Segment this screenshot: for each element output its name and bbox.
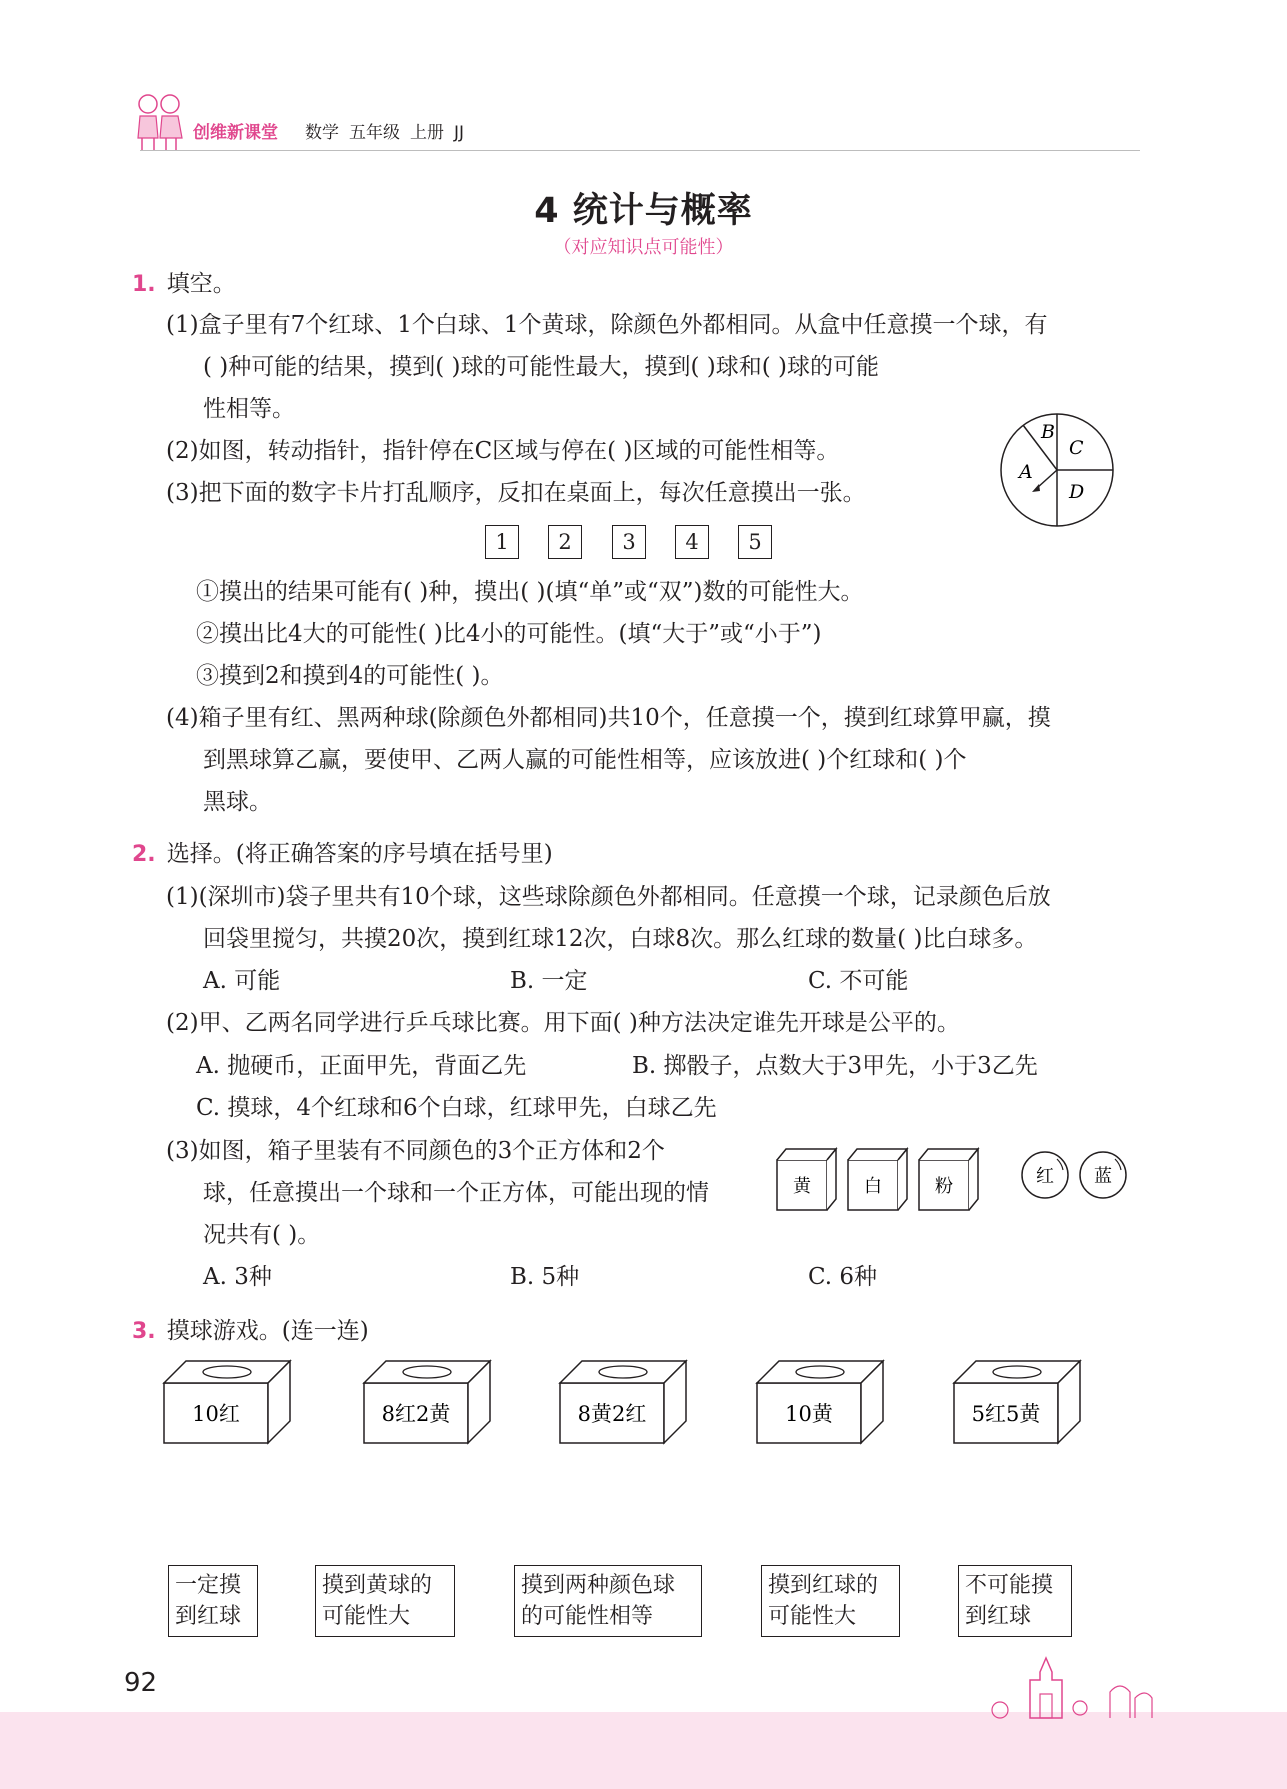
ball-label: 红 (1036, 1166, 1054, 1187)
q1-part1-line3: 性相等。 (203, 396, 295, 422)
box-label: 8红2黄 (381, 1402, 451, 1426)
cubes-and-balls-figure (772, 1140, 1132, 1220)
question-number: 3. (132, 1319, 156, 1344)
ball-box (164, 1361, 290, 1443)
q2-part3-line1: (3)如图，箱子里装有不同颜色的3个正方体和2个 (166, 1138, 665, 1164)
number-card: 4 (675, 525, 709, 559)
spinner-label-d: D (1069, 481, 1085, 503)
outcome-line: 的可能性相等 (521, 1604, 654, 1629)
outcome-line: 一定摸 (175, 1573, 242, 1598)
outcome-box (168, 1565, 258, 1637)
page-number: 92 (124, 1668, 158, 1698)
q2-part2-option-a: A. 抛硬币，正面甲先，背面乙先 (196, 1053, 527, 1079)
q1-part1-line1: (1)盒子里有7个红球、1个白球、1个黄球，除颜色外都相同。从盒中任意摸一个球，有 (166, 312, 1048, 338)
cube (919, 1149, 978, 1210)
box-label: 10红 (192, 1402, 240, 1426)
cube-label: 粉 (935, 1176, 953, 1197)
outcome-box (315, 1565, 455, 1637)
q2-part1-option-c: C. 不可能 (808, 968, 909, 994)
spinner-label-b: B (1041, 421, 1055, 443)
question-number: 1. (132, 272, 156, 297)
q2-part2-option-b: B. 掷骰子，点数大于3甲先，小于3乙先 (632, 1053, 1038, 1079)
cube (777, 1149, 836, 1210)
header-subject: 数学 (305, 123, 339, 143)
outcome-box (761, 1565, 900, 1637)
spinner-label-a: A (1019, 461, 1033, 483)
header-divider (140, 150, 1140, 151)
outcome-box (958, 1565, 1072, 1637)
ball (1022, 1152, 1068, 1198)
q2-part3-line3: 况共有( )。 (203, 1222, 321, 1248)
ball-boxes-row (160, 1355, 1090, 1455)
box-label: 5红5黄 (971, 1402, 1041, 1426)
question-1-header (132, 270, 236, 298)
outcome-line: 可能性大 (768, 1604, 857, 1629)
castle-decoration (940, 1650, 1160, 1720)
q2-part3-option-a: A. 3种 (203, 1264, 272, 1290)
q2-part2-line1: (2)甲、乙两名同学进行乒乓球比赛。用下面( )种方法决定谁先开球是公平的。 (166, 1010, 960, 1036)
question-instruction: 填空。 (166, 271, 236, 297)
outcome-line: 到红球 (175, 1604, 242, 1629)
q2-part3-option-c: C. 6种 (808, 1264, 878, 1290)
outcome-box (514, 1565, 702, 1637)
page-title: 4 统计与概率 (534, 191, 753, 231)
question-3-header (132, 1317, 369, 1345)
q1-part3: (3)把下面的数字卡片打乱顺序，反扣在桌面上，每次任意摸出一张。 (166, 480, 866, 506)
page-subtitle: （对应知识点可能性） (553, 237, 734, 258)
number-card: 3 (612, 525, 646, 559)
header-book-info (305, 118, 474, 143)
mascot-illustration (128, 88, 190, 154)
q2-part1-option-b: B. 一定 (510, 968, 588, 994)
q2-part1-line1: (1)(深圳市)袋子里共有10个球，这些球除颜色外都相同。任意摸一个球，记录颜色后放 (166, 884, 1051, 910)
question-number: 2. (132, 842, 156, 867)
q1-part1-line2: ( )种可能的结果，摸到( )球的可能性最大，摸到( )球和( )球的可能 (203, 354, 880, 380)
question-instruction: 摸球游戏。(连一连) (166, 1318, 369, 1344)
outcome-line: 可能性大 (322, 1604, 411, 1629)
q1-part3-sub2: ②摸出比4大的可能性( )比4小的可能性。(填“大于”或“小于”) (196, 621, 822, 647)
q2-part1-line2: 回袋里搅匀，共摸20次，摸到红球12次，白球8次。那么红球的数量( )比白球多。 (203, 926, 1038, 952)
q2-part3-option-b: B. 5种 (510, 1264, 580, 1290)
number-card: 1 (485, 525, 519, 559)
question-2-header (132, 840, 553, 868)
spinner-label-c: C (1069, 437, 1084, 459)
header-volume: 上册 (410, 123, 444, 143)
question-instruction: 选择。(将正确答案的序号填在括号里) (166, 841, 553, 867)
footer-band (0, 1712, 1287, 1789)
ball-box (364, 1361, 490, 1443)
q1-part4-line3: 黑球。 (203, 789, 272, 815)
outcome-line: 到红球 (965, 1604, 1032, 1629)
q1-part2: (2)如图，转动指针，指针停在C区域与停在( )区域的可能性相等。 (166, 438, 840, 464)
ball-label: 蓝 (1094, 1166, 1112, 1187)
q2-part3-line2: 球，任意摸出一个球和一个正方体，可能出现的情 (203, 1180, 709, 1206)
q1-part3-sub1: ①摸出的结果可能有( )种，摸出( )(填“单”或“双”)数的可能性大。 (196, 579, 864, 605)
q2-part2-option-c: C. 摸球，4个红球和6个白球，红球甲先，白球乙先 (196, 1095, 717, 1121)
cube-label: 白 (864, 1176, 882, 1197)
box-label: 8黄2红 (577, 1402, 647, 1426)
cube (848, 1149, 907, 1210)
q1-part4-line2: 到黑球算乙赢，要使甲、乙两人赢的可能性相等，应该放进( )个红球和( )个 (203, 747, 967, 773)
outcome-line: 不可能摸 (965, 1573, 1054, 1598)
box-label: 10黄 (785, 1402, 833, 1426)
ball (1080, 1152, 1126, 1198)
outcome-line: 摸到黄球的 (322, 1573, 433, 1598)
ball-box (757, 1361, 883, 1443)
ball-box (560, 1361, 686, 1443)
outcome-line: 摸到红球的 (768, 1573, 879, 1598)
ball-box (954, 1361, 1080, 1443)
header-edition: JJ (454, 123, 465, 143)
q1-part4-line1: (4)箱子里有红、黑两种球(除颜色外都相同)共10个，任意摸一个，摸到红球算甲赢，摸 (166, 705, 1051, 731)
header-grade: 五年级 (349, 123, 400, 143)
outcome-line: 摸到两种颜色球 (521, 1573, 676, 1598)
cube-label: 黄 (793, 1176, 811, 1197)
q1-part3-sub3: ③摸到2和摸到4的可能性( )。 (196, 663, 504, 689)
number-card: 2 (548, 525, 582, 559)
q2-part1-option-a: A. 可能 (203, 968, 281, 994)
spinner-diagram (995, 408, 1119, 532)
number-card: 5 (738, 525, 772, 559)
header-brand: 创维新课堂 (193, 123, 278, 143)
